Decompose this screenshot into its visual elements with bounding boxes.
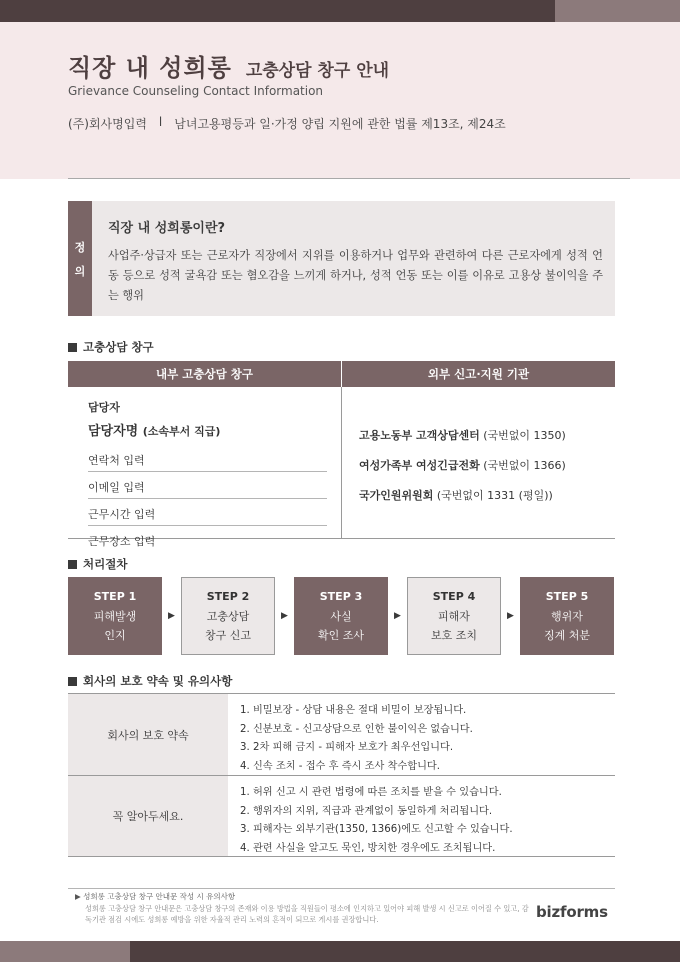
step-1: [68, 577, 162, 655]
external-contacts: [342, 387, 615, 539]
square-bullet-icon: [68, 560, 77, 569]
step-5: [520, 577, 614, 655]
person-dept: (소속부서 직급): [142, 425, 221, 438]
footer-body: 성희롱 고충상담 창구 안내문은 고충상담 창구의 존재와 이용 방법을 직원들이 평소에 인지하고 있어야 피해 발생 시 신고로 이어질 수 있고, 감독기관 점검 시에도 성희롱 예방을 위한 자율적 관리 노력의 흔적이 되므로 게시를 권장합니다.: [85, 904, 529, 924]
step-number: STEP 2: [206, 590, 250, 603]
list-item: 2. 행위자의 지위, 직급과 관계없이 동일하게 처리됩니다.: [240, 805, 493, 817]
org-item: [359, 457, 615, 473]
arrow-right-icon: ▶: [281, 611, 288, 621]
org-item: [359, 427, 615, 443]
step-number: STEP 5: [545, 590, 589, 603]
person-label: 담당자: [88, 401, 120, 414]
title-main: 직장 내 성희롱: [68, 54, 232, 82]
notes-table: [68, 693, 615, 857]
section-label: 고충상담 창구: [83, 340, 154, 354]
table-row: [68, 694, 615, 775]
list-item: 4. 관련 사실을 알고도 묵인, 방치한 경우에도 조치됩니다.: [240, 842, 496, 854]
title-english: Grievance Counseling Contact Information: [68, 84, 324, 98]
square-bullet-icon: [68, 677, 77, 686]
section-title-notes: [68, 673, 232, 689]
step-3: [294, 577, 388, 655]
location-field: 근무장소 입력: [88, 535, 156, 548]
internal-header: 내부 고충상담 창구: [68, 361, 342, 387]
section-label: 회사의 보호 약속 및 유의사항: [83, 674, 233, 688]
list-item: 1. 비밀보장 - 상담 내용은 절대 비밀이 보장됩니다.: [240, 705, 467, 716]
row-values: [228, 776, 615, 856]
step-number: STEP 4: [432, 590, 476, 603]
law-reference: 남녀고용평등과 일·가정 양립 지원에 관한 법률 제13조, 제24조: [174, 117, 506, 131]
step-text: 피해자: [438, 610, 470, 623]
footer-divider: [68, 888, 615, 889]
page-title: [68, 48, 389, 83]
list-item: 4. 신속 조치 - 접수 후 즉시 조사 착수합니다.: [240, 760, 440, 772]
email-field: 이메일 입력: [88, 472, 327, 499]
tag-char: 의: [74, 264, 86, 278]
org-item: [359, 487, 615, 503]
person-name: 담당자명: [88, 424, 139, 439]
header-divider: [68, 178, 630, 179]
step-text: 창구 신고: [204, 629, 251, 642]
external-header: 외부 신고·지원 기관: [342, 361, 615, 387]
list-item: 2. 신분보호 - 신고상담으로 인한 불이익은 없습니다.: [240, 723, 473, 735]
row-key: 회사의 보호 약속: [68, 694, 228, 775]
meta-divider: l: [158, 115, 163, 129]
footer-note: [75, 891, 530, 925]
step-text: 인지: [104, 629, 126, 642]
list-item: 1. 허위 신고 시 관련 법령에 따른 조치를 받을 수 있습니다.: [240, 787, 502, 798]
bizforms-logo: bizforms: [536, 903, 608, 921]
phone-field: 연락처 입력: [88, 445, 327, 472]
bottom-bar: [0, 941, 680, 962]
definition-box: [68, 201, 615, 316]
row-values: [228, 694, 615, 775]
org-info: (국번없이 1331 (평일)): [436, 489, 553, 502]
step-text: 확인 조사: [317, 629, 364, 642]
list-item: 3. 2차 피해 금지 - 피해자 보호가 최우선입니다.: [240, 742, 454, 753]
table-row: [68, 775, 615, 856]
header-meta: [68, 115, 506, 132]
footer-title: ▶ 성희롱 고충상담 창구 안내문 작성 시 유의사항: [75, 892, 236, 901]
definition-text: 사업주·상급자 또는 근로자가 직장에서 지위를 이용하거나 업무와 관련하여 다른 근로자에게 성적 언동 등으로 성적 굴욕감 또는 혐오감을 느끼게 하거나, 성적 언동 또는 이를 이유로 고용상 불이익을 주는 행위: [108, 249, 603, 302]
step-2: [181, 577, 275, 655]
step-text: 보호 조치: [430, 629, 477, 642]
step-text: 행위자: [551, 610, 583, 623]
internal-contact: [68, 387, 342, 548]
org-name: 고용노동부 고객상담센터: [359, 429, 480, 442]
step-4: [407, 577, 501, 655]
step-text: 사실: [330, 610, 352, 623]
list-item: 3. 피해자는 외부기관(1350, 1366)에도 신고할 수 있습니다.: [240, 824, 513, 835]
process-steps: [68, 577, 615, 655]
header-band: [0, 22, 680, 179]
step-number: STEP 1: [93, 590, 137, 603]
definition-tag: [68, 201, 92, 316]
company-name: (주)회사명입력: [68, 117, 147, 131]
tag-char: 정: [74, 240, 86, 254]
row-key: 꼭 알아두세요.: [68, 776, 228, 856]
hours-field: 근무시간 입력: [88, 499, 327, 526]
org-name: 국가인원위원회: [359, 489, 434, 502]
step-text: 고충상담: [206, 610, 250, 623]
square-bullet-icon: [68, 343, 77, 352]
section-title-contact: [68, 339, 154, 355]
top-bar: [0, 0, 680, 22]
section-title-process: [68, 556, 127, 572]
definition-heading: 직장 내 성희롱이란?: [108, 221, 226, 236]
title-sub: 고충상담 창구 안내: [245, 61, 390, 81]
step-number: STEP 3: [319, 590, 363, 603]
arrow-right-icon: ▶: [168, 611, 175, 621]
org-name: 여성가족부 여성긴급전화: [359, 459, 480, 472]
org-info: (국번없이 1350): [483, 429, 566, 442]
arrow-right-icon: ▶: [507, 611, 514, 621]
definition-body: [92, 201, 615, 316]
contact-table: [68, 361, 615, 548]
section-label: 처리절차: [83, 557, 128, 571]
step-text: 징계 처분: [543, 629, 590, 642]
person-name-line: [88, 420, 327, 439]
org-info: (국번없이 1366): [483, 459, 566, 472]
step-text: 피해발생: [93, 610, 137, 623]
arrow-right-icon: ▶: [394, 611, 401, 621]
